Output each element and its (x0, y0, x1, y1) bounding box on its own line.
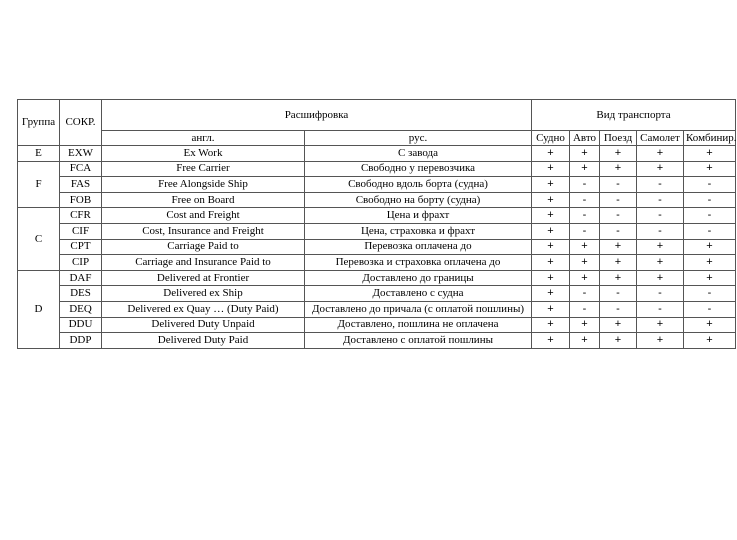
mark-cell: + (637, 270, 684, 286)
mark-cell: + (570, 317, 600, 333)
abbr-cell: DDP (60, 333, 102, 349)
group-cell: E (18, 146, 60, 162)
mark-cell: + (532, 161, 570, 177)
rus-cell: Доставлено до границы (305, 270, 532, 286)
mark-cell: - (570, 223, 600, 239)
rus-cell: Перевозка и страховка оплачена до (305, 255, 532, 271)
table-row (18, 208, 736, 224)
table-row (18, 270, 736, 286)
mark-cell: - (570, 301, 600, 317)
table-row (18, 239, 736, 255)
mark-cell: - (684, 177, 736, 193)
table-row (18, 177, 736, 193)
abbr-cell: CFR (60, 208, 102, 224)
eng-cell: Delivered at Frontier (102, 270, 305, 286)
group-header: Группа (18, 100, 60, 146)
mark-cell: + (532, 192, 570, 208)
mark-cell: + (637, 239, 684, 255)
mark-cell: - (570, 177, 600, 193)
abbr-cell: FCA (60, 161, 102, 177)
abbr-cell: DEQ (60, 301, 102, 317)
mark-cell: + (532, 270, 570, 286)
mark-cell: + (532, 208, 570, 224)
mark-cell: + (570, 270, 600, 286)
mode-header-plane: Самолет (637, 131, 684, 146)
mark-cell: - (637, 223, 684, 239)
mark-cell: - (570, 208, 600, 224)
eng-cell: Ex Work (102, 146, 305, 162)
mark-cell: + (637, 146, 684, 162)
eng-cell: Delivered ex Quay … (Duty Paid) (102, 301, 305, 317)
group-cell: C (18, 208, 60, 270)
rus-cell: Свободно у перевозчика (305, 161, 532, 177)
mark-cell: - (570, 286, 600, 302)
mark-cell: + (532, 255, 570, 271)
mark-cell: + (684, 270, 736, 286)
abbr-cell: DDU (60, 317, 102, 333)
rus-cell: Цена и фрахт (305, 208, 532, 224)
mark-cell: - (637, 208, 684, 224)
eng-cell: Free on Board (102, 192, 305, 208)
rus-cell: Доставлено с судна (305, 286, 532, 302)
abbr-cell: FAS (60, 177, 102, 193)
mark-cell: + (532, 333, 570, 349)
mark-cell: + (637, 255, 684, 271)
mark-cell: - (600, 192, 637, 208)
table-row (18, 317, 736, 333)
mark-cell: + (684, 255, 736, 271)
mark-cell: - (684, 301, 736, 317)
mark-cell: - (637, 286, 684, 302)
table-row (18, 161, 736, 177)
mark-cell: + (684, 146, 736, 162)
abbr-cell: FOB (60, 192, 102, 208)
mark-cell: + (532, 239, 570, 255)
header-row-sub (18, 131, 736, 146)
abbr-cell: EXW (60, 146, 102, 162)
header-row-top (18, 100, 736, 131)
mark-cell: + (600, 161, 637, 177)
mark-cell: + (532, 177, 570, 193)
rus-cell: Цена, страховка и фрахт (305, 223, 532, 239)
rus-cell: Свободно вдоль борта (судна) (305, 177, 532, 193)
mark-cell: - (684, 192, 736, 208)
eng-cell: Carriage Paid to (102, 239, 305, 255)
mark-cell: + (600, 239, 637, 255)
abbr-cell: CIP (60, 255, 102, 271)
table-row (18, 192, 736, 208)
rus-cell: Доставлено с оплатой пошлины (305, 333, 532, 349)
abbr-cell: DAF (60, 270, 102, 286)
table-row (18, 286, 736, 302)
mark-cell: + (684, 333, 736, 349)
mark-cell: + (684, 161, 736, 177)
mark-cell: + (600, 146, 637, 162)
mark-cell: - (684, 223, 736, 239)
mark-cell: - (684, 208, 736, 224)
table-row (18, 333, 736, 349)
mark-cell: + (637, 161, 684, 177)
mark-cell: + (570, 146, 600, 162)
mode-header-ship: Судно (532, 131, 570, 146)
group-cell: F (18, 161, 60, 208)
mark-cell: + (570, 239, 600, 255)
mark-cell: + (600, 270, 637, 286)
mark-cell: - (600, 286, 637, 302)
eng-cell: Delivered Duty Unpaid (102, 317, 305, 333)
mark-cell: + (684, 317, 736, 333)
mark-cell: + (600, 317, 637, 333)
abbr-header: СОКР. (60, 100, 102, 146)
mark-cell: + (684, 239, 736, 255)
table-row (18, 146, 736, 162)
mark-cell: - (570, 192, 600, 208)
mode-header-auto: Авто (570, 131, 600, 146)
mark-cell: + (637, 333, 684, 349)
mark-cell: - (600, 177, 637, 193)
rus-cell: Доставлено до причала (с оплатой пошлины) (305, 301, 532, 317)
mode-header-combined: Комбинир. (684, 131, 736, 146)
mark-cell: + (532, 317, 570, 333)
mode-header-train: Поезд (600, 131, 637, 146)
mark-cell: + (570, 161, 600, 177)
mark-cell: + (532, 223, 570, 239)
mark-cell: + (637, 317, 684, 333)
mark-cell: - (637, 192, 684, 208)
mark-cell: - (637, 177, 684, 193)
mark-cell: - (600, 223, 637, 239)
eng-cell: Delivered Duty Paid (102, 333, 305, 349)
mark-cell: + (532, 286, 570, 302)
table-row (18, 301, 736, 317)
rus-cell: С завода (305, 146, 532, 162)
rus-cell: Доставлено, пошлина не оплачена (305, 317, 532, 333)
mark-cell: - (637, 301, 684, 317)
mark-cell: + (532, 301, 570, 317)
rus-cell: Перевозка оплачена до (305, 239, 532, 255)
mark-cell: - (600, 301, 637, 317)
rus-cell: Свободно на борту (судна) (305, 192, 532, 208)
eng-cell: Cost and Freight (102, 208, 305, 224)
decoding-header: Расшифровка (102, 100, 532, 131)
abbr-cell: CPT (60, 239, 102, 255)
table-row (18, 255, 736, 271)
rus-header: рус. (305, 131, 532, 146)
eng-cell: Free Carrier (102, 161, 305, 177)
mark-cell: - (684, 286, 736, 302)
eng-cell: Free Alongside Ship (102, 177, 305, 193)
incoterms-table (17, 99, 736, 349)
mark-cell: + (570, 333, 600, 349)
eng-header: англ. (102, 131, 305, 146)
abbr-cell: DES (60, 286, 102, 302)
table-row (18, 223, 736, 239)
mark-cell: + (570, 255, 600, 271)
mark-cell: - (600, 208, 637, 224)
mark-cell: + (532, 146, 570, 162)
mark-cell: + (600, 333, 637, 349)
eng-cell: Delivered ex Ship (102, 286, 305, 302)
group-cell: D (18, 270, 60, 348)
abbr-cell: CIF (60, 223, 102, 239)
eng-cell: Cost, Insurance and Freight (102, 223, 305, 239)
mark-cell: + (600, 255, 637, 271)
transport-header: Вид транспорта (532, 100, 736, 131)
eng-cell: Carriage and Insurance Paid to (102, 255, 305, 271)
